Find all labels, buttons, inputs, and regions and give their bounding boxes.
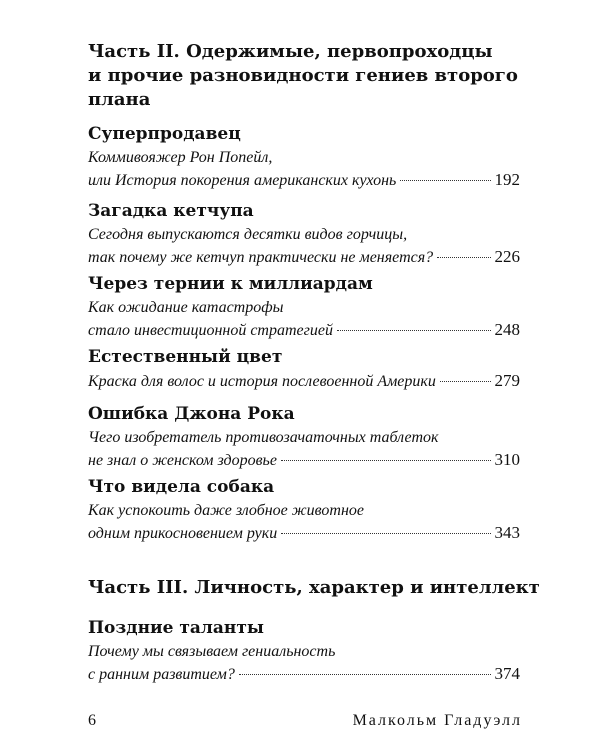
entry-subtitle-line: Как ожидание катастрофы	[88, 299, 284, 316]
entry-subtitle-text: Краска для волос и история послевоенной Америки	[88, 373, 436, 390]
dot-leader	[281, 460, 491, 461]
dot-leader	[400, 180, 490, 181]
page-footer	[88, 712, 522, 730]
page-number: 226	[494, 247, 520, 266]
page-number: 310	[494, 450, 520, 469]
entry-subtitle-line: Сегодня выпускаются десятки видов горчицы,	[88, 226, 408, 243]
dot-leader	[281, 533, 490, 534]
entry-subtitle-last-line	[88, 370, 520, 393]
page-number: 248	[494, 320, 520, 339]
footer-page-number: 6	[88, 712, 96, 729]
toc-entry-pozdnie-talanty[interactable]	[88, 617, 520, 686]
entry-subtitle-text: не знал о женском здоровье	[88, 452, 277, 469]
part-3-title	[88, 576, 540, 600]
entry-title: Ошибка Джона Рока	[88, 404, 295, 424]
dot-leader	[239, 674, 491, 675]
part-2-title-line-1: Часть II. Одержимые, первопроходцы	[88, 41, 493, 62]
toc-entry-cherez-ternii[interactable]	[88, 273, 520, 342]
entry-title: Поздние таланты	[88, 618, 264, 638]
entry-subtitle-line: Чего изобретатель противозачаточных таблеток	[88, 429, 439, 446]
entry-title: Что видела собака	[88, 477, 275, 497]
entry-subtitle-last-line	[88, 246, 520, 269]
part-3-title-line: Часть III. Личность, характер и интеллект	[88, 577, 540, 598]
toc-entry-zagadka-ketchupa[interactable]	[88, 200, 520, 269]
entry-subtitle-text: одним прикосновением руки	[88, 525, 278, 542]
toc-entry-estestvennyi-tsvet[interactable]	[88, 346, 520, 393]
entry-subtitle-line: Почему мы связываем гениальность	[88, 643, 336, 660]
dot-leader	[440, 381, 491, 382]
entry-subtitle-line: Коммивояжер Рон Попейл,	[88, 149, 273, 166]
dot-leader	[337, 330, 491, 331]
toc-entry-superprodavets[interactable]	[88, 123, 520, 192]
entry-subtitle-text: так почему же кетчуп практически не меняется?	[88, 249, 434, 266]
footer-author: Малкольм Гладуэлл	[352, 712, 522, 729]
dot-leader	[437, 257, 490, 258]
entry-subtitle-text: стало инвестиционной стратегией	[88, 322, 333, 339]
page-number: 374	[494, 664, 520, 683]
entry-subtitle-text: или История покорения американских кухонь	[88, 172, 397, 189]
part-2-title	[88, 40, 528, 112]
entry-title: Суперпродавец	[88, 124, 241, 144]
toc-entry-chto-videla-sobaka[interactable]	[88, 476, 520, 545]
toc-entry-oshibka-dzhona-roka[interactable]	[88, 403, 520, 472]
part-2-title-line-2: и прочие разновидности гениев второго	[88, 65, 518, 86]
entry-subtitle-last-line	[88, 319, 520, 342]
entry-subtitle-last-line	[88, 169, 520, 192]
entry-subtitle-last-line	[88, 663, 520, 686]
page-number: 343	[494, 523, 520, 542]
page-number: 279	[494, 371, 520, 390]
entry-subtitle-last-line	[88, 449, 520, 472]
entry-subtitle-line: Как успокоить даже злобное животное	[88, 502, 364, 519]
entry-subtitle-last-line	[88, 522, 520, 545]
part-2-title-line-3: плана	[88, 89, 151, 110]
entry-subtitle-text: с ранним развитием?	[88, 666, 235, 683]
entry-title: Загадка кетчупа	[88, 201, 254, 221]
entry-title: Естественный цвет	[88, 347, 283, 367]
entry-title: Через тернии к миллиардам	[88, 274, 373, 294]
page-number: 192	[494, 170, 520, 189]
